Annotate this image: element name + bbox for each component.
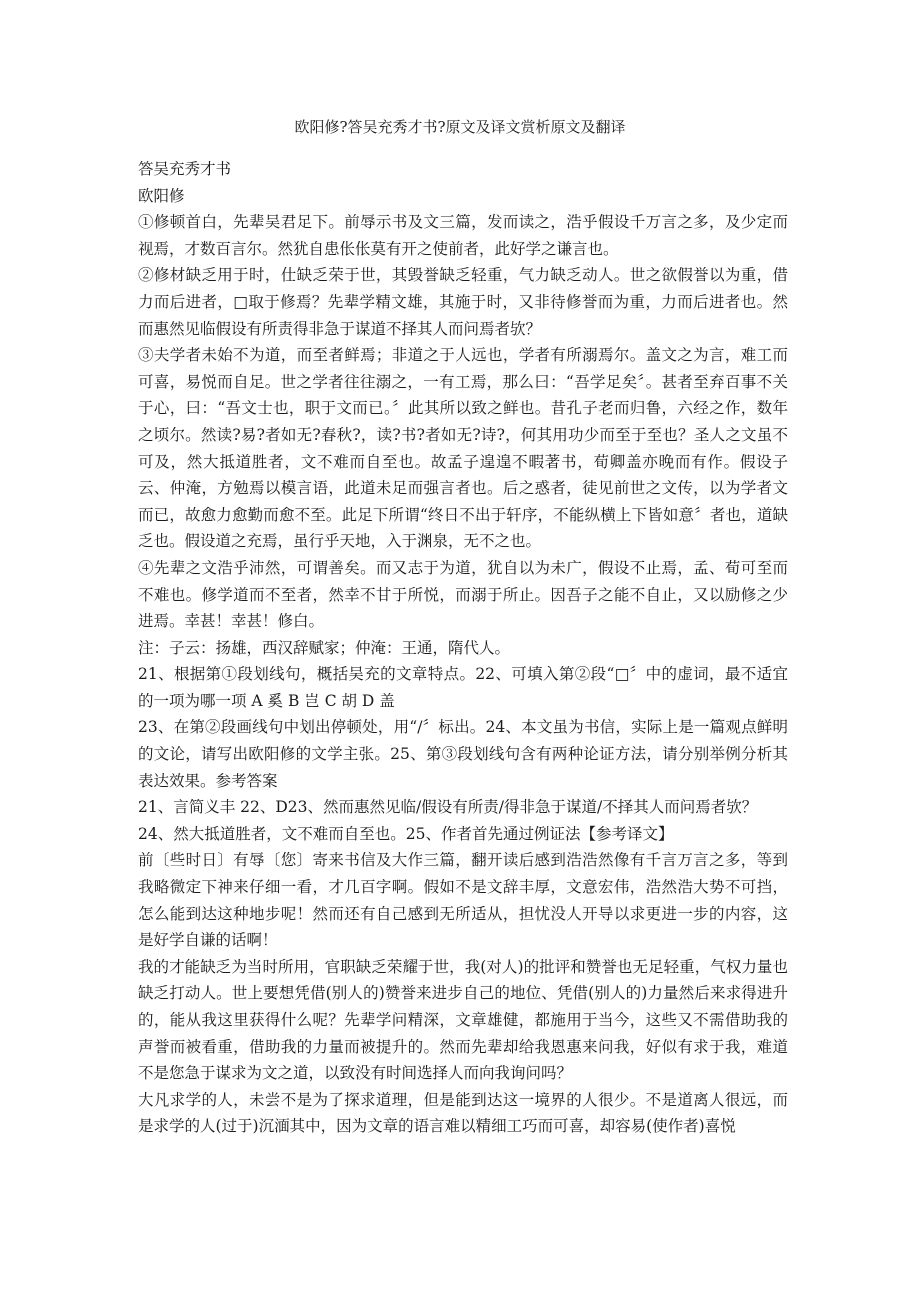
translation-paragraph-3: 大凡求学的人，未尝不是为了探求道理，但是能到达这一境界的人很少。不是道离人很远，而是求学的人(过于)沉湎其中，因为文章的语言难以精细工巧而可喜，却容易(使作者)喜悦	[138, 1090, 788, 1136]
letter-heading: 答吴充秀才书	[138, 160, 232, 178]
document-title: 欧阳修?答吴充秀才书?原文及译文赏析原文及翻译	[294, 118, 626, 136]
answer-24-25: 24、然大抵道胜者，文不难而自至也。25、作者首先通过例证法【参考译文】	[138, 824, 674, 843]
question-21-22: 21、根据第①段划线句，概括吴充的文章特点。22、可填入第②段“□〞中的虚词，最不适宜的一项为哪一项 A 奚 B 岂 C 胡 D 盖	[138, 665, 788, 710]
paragraph-2: ②修材缺乏用于时，仕缺乏荣于世，其毁誉缺乏轻重，气力缺乏动人。世之欲假誉以为重，借力而后进者，□取于修焉？先辈学精文雄，其施于时，又非待修誉而为重，力而后进者也。然而惠然见临假设有所责得非急于谋道不择其人而问焉者欤？	[138, 266, 788, 338]
paragraph-3: ③夫学者未始不为道，而至者鲜焉；非道之于人远也，学者有所溺焉尔。盖文之为言，难工而可喜，易悦而自足。世之学者往往溺之，一有工焉，那么曰：“吾学足矣〞。甚者至弃百事不关于心，曰：“吾文士也，职于文而已。〞此其所以致之鲜也。昔孔子老而归鲁，六经之作，数年之顷尔。然读?易?者如无?春秋?，读?书?者如无?诗?，何其用功少而至于至也？圣人之文虽不可及，然大抵道胜者，文不难而自至也。故孟子遑遑不暇著书，荀卿盖亦晚而有作。假设子云、仲淹，方勉焉以模言语，此道未足而强言者也。后之惑者，徒见前世之文传，以为学者文而已，故愈力愈勤而愈不至。此足下所谓“终日不出于轩序，不能纵横上下皆如意〞者也，道缺乏也。假设道之充焉，虽行乎天地，入于渊泉，无不之也。	[138, 346, 788, 551]
paragraph-4: ④先辈之文浩乎沛然，可谓善矣。而又志于为道，犹自以为未广，假设不止焉，孟、荀可至而不难也。修学道而不至者，然幸不甘于所悦，而溺于所止。因吾子之能不自止，又以励修之少进焉。幸甚！幸甚！修白。	[138, 558, 788, 631]
paragraph-1: ①修顿首白，先辈吴君足下。前辱示书及文三篇，发而读之，浩乎假设千万言之多，及少定而视焉，才数百言尔。然犹自患伥伥莫有开之使前者，此好学之谦言也。	[138, 213, 788, 258]
document-body	[138, 156, 788, 1140]
author-name: 欧阳修	[138, 186, 185, 205]
answer-21-23: 21、言简义丰 22、D23、然而惠然见临/假设有所责/得非急于谋道/不择其人而问焉者欤？	[138, 798, 758, 817]
annotation-note: 注：子云：扬雄，西汉辞赋家；仲淹：王通，隋代人。	[138, 638, 511, 657]
translation-paragraph-1: 前〔些时日〕有辱〔您〕寄来书信及大作三篇，翻开读后感到浩浩然像有千言万言之多，等到我略微定下神来仔细一看，才几百字啊。假如不是文辞丰厚，文意宏伟，浩然浩大势不可挡，怎么能到达这种地步呢！然而还有自己感到无所适从，担忧没人开导以求更进一步的内容，这是好学自谦的话啊！	[138, 851, 788, 950]
translation-paragraph-2: 我的才能缺乏为当时所用，官职缺乏荣耀于世，我(对人)的批评和赞誉也无足轻重，气权力量也缺乏打动人。世上要想凭借(别人的)赞誉来进步自己的地位、凭借(别人的)力量然后来求得进升的，能从我这里获得什么呢？先辈学问精深，文章雄健，都施用于当今，这些又不需借助我的声誉而被看重，借助我的力量而被提升的。然而先辈却给我恩惠来问我，好似有求于我，难道不是您急于谋求为文之道，以致没有时间选择人而向我询问吗？	[138, 957, 788, 1083]
question-23-25: 23、在第②段画线句中划出停顿处，用“/〞标出。24、本文虽为书信，实际上是一篇观点鲜明的文论，请写出欧阳修的文学主张。25、第③段划线句含有两种论证方法，请分别举例分析其表达效果。参考答案	[138, 718, 788, 790]
